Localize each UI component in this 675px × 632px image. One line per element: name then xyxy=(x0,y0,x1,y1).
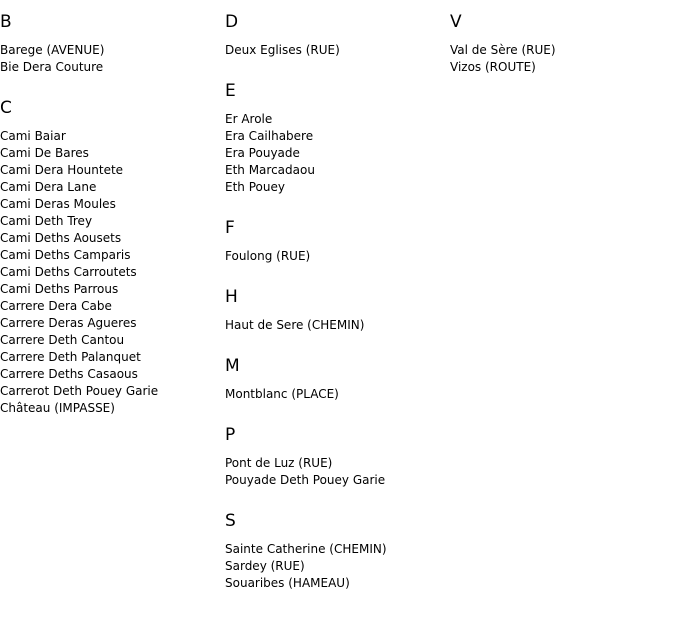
street-list xyxy=(0,128,222,417)
street-entry[interactable]: Foulong (RUE) xyxy=(225,249,311,263)
street-entry[interactable]: Er Arole xyxy=(225,112,273,126)
letter-section xyxy=(225,511,447,592)
street-entry[interactable]: Château (IMPASSE) xyxy=(0,401,115,415)
street-entry[interactable]: Carrere Deths Casaous xyxy=(0,367,138,381)
letter-section xyxy=(225,12,447,59)
street-entry[interactable]: Cami Deths Aousets xyxy=(0,231,122,245)
letter-section xyxy=(225,287,447,334)
street-entry[interactable]: Pont de Luz (RUE) xyxy=(225,456,333,470)
street-entry[interactable]: Era Cailhabere xyxy=(225,129,314,143)
street-list xyxy=(225,42,447,59)
street-entry[interactable]: Cami Baiar xyxy=(0,129,66,143)
street-entry[interactable]: Carrere Deth Cantou xyxy=(0,333,125,347)
section-letter-heading: F xyxy=(225,218,235,238)
street-list xyxy=(0,42,222,76)
street-entry[interactable]: Deux Eglises (RUE) xyxy=(225,43,340,57)
street-entry[interactable]: Sainte Catherine (CHEMIN) xyxy=(225,542,387,556)
letter-section xyxy=(225,218,447,265)
street-entry[interactable]: Cami Dera Hountete xyxy=(0,163,124,177)
section-letter-heading: C xyxy=(0,98,12,118)
street-entry[interactable]: Barege (AVENUE) xyxy=(0,43,105,57)
street-entry[interactable]: Cami De Bares xyxy=(0,146,89,160)
letter-section xyxy=(225,356,447,403)
section-letter-heading: S xyxy=(225,511,236,531)
section-letter-heading: D xyxy=(225,12,239,32)
street-entry[interactable]: Cami Deth Trey xyxy=(0,214,93,228)
street-list xyxy=(225,317,447,334)
street-entry[interactable]: Val de Sère (RUE) xyxy=(450,43,556,57)
street-entry[interactable]: Carrere Deras Agueres xyxy=(0,316,137,330)
street-entry[interactable]: Haut de Sere (CHEMIN) xyxy=(225,318,365,332)
section-letter-heading: H xyxy=(225,287,238,307)
street-entry[interactable]: Souaribes (HAMEAU) xyxy=(225,576,350,590)
letter-section xyxy=(450,12,672,76)
street-entry[interactable]: Cami Deths Camparis xyxy=(0,248,131,262)
street-list xyxy=(225,248,447,265)
street-list xyxy=(225,386,447,403)
street-entry[interactable]: Eth Pouey xyxy=(225,180,285,194)
street-entry[interactable]: Era Pouyade xyxy=(225,146,300,160)
letter-section xyxy=(0,98,222,417)
index-column xyxy=(450,0,672,76)
street-entry[interactable]: Cami Deths Carroutets xyxy=(0,265,137,279)
index-column xyxy=(0,0,222,417)
street-entry[interactable]: Cami Deths Parrous xyxy=(0,282,119,296)
street-entry[interactable]: Pouyade Deth Pouey Garie xyxy=(225,473,386,487)
letter-section xyxy=(0,12,222,76)
letter-section xyxy=(225,425,447,489)
index-column xyxy=(225,0,447,592)
street-entry[interactable]: Carrere Deth Palanquet xyxy=(0,350,141,364)
street-entry[interactable]: Montblanc (PLACE) xyxy=(225,387,339,401)
street-list xyxy=(225,455,447,489)
street-list xyxy=(225,111,447,196)
street-entry[interactable]: Vizos (ROUTE) xyxy=(450,60,536,74)
section-letter-heading: M xyxy=(225,356,240,376)
section-letter-heading: P xyxy=(225,425,236,445)
street-entry[interactable]: Eth Marcadaou xyxy=(225,163,315,177)
street-list xyxy=(225,541,447,592)
street-entry[interactable]: Carrere Dera Cabe xyxy=(0,299,112,313)
street-entry[interactable]: Bie Dera Couture xyxy=(0,60,104,74)
section-letter-heading: E xyxy=(225,81,236,101)
section-letter-heading: V xyxy=(450,12,462,32)
street-entry[interactable]: Carrerot Deth Pouey Garie xyxy=(0,384,159,398)
street-entry[interactable]: Cami Dera Lane xyxy=(0,180,97,194)
street-list xyxy=(450,42,672,76)
street-entry[interactable]: Cami Deras Moules xyxy=(0,197,116,211)
section-letter-heading: B xyxy=(0,12,12,32)
letter-section xyxy=(225,81,447,196)
street-entry[interactable]: Sardey (RUE) xyxy=(225,559,305,573)
